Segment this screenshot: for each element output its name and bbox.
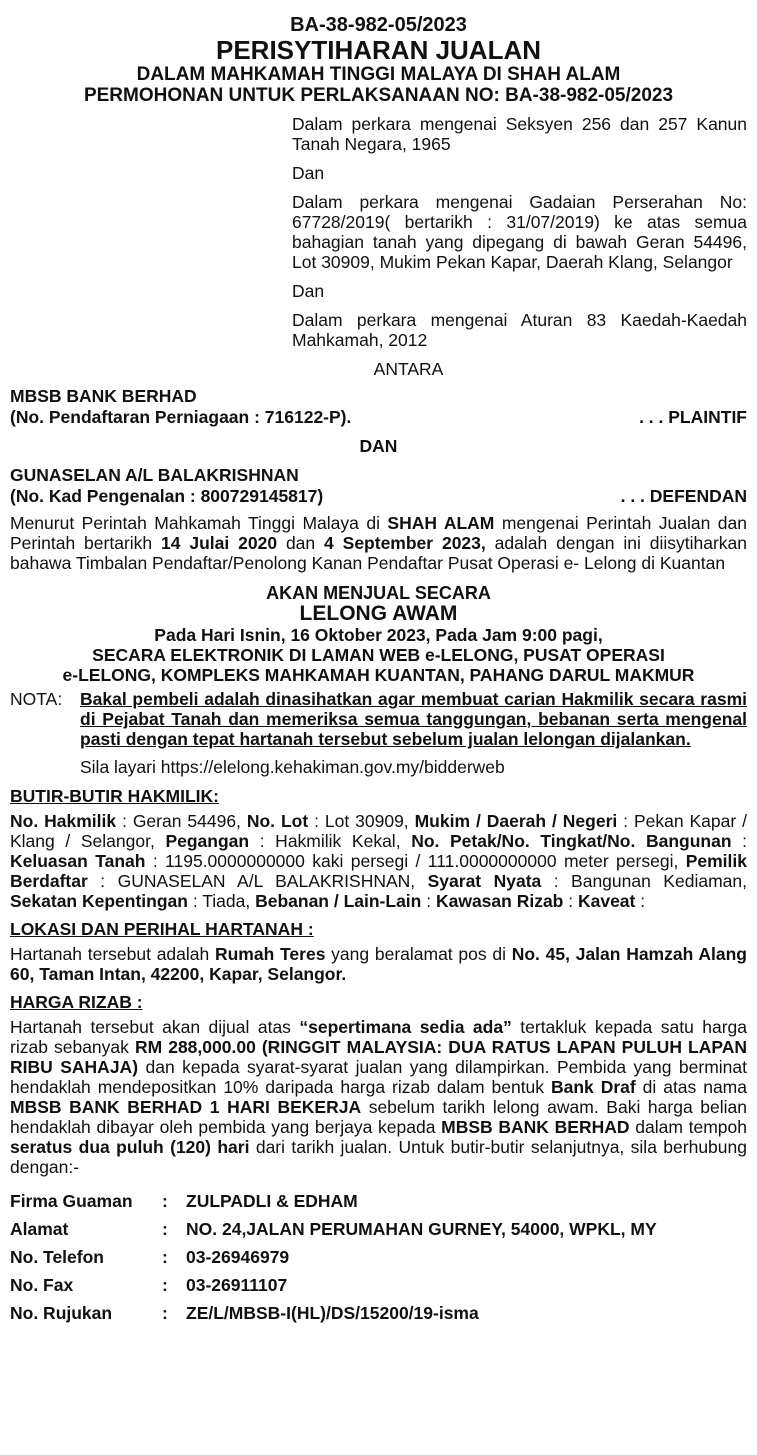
auction-venue-line2: e-LELONG, KOMPLEKS MAHKAMAH KUANTAN, PAHANG DARUL MAKMUR <box>62 665 695 685</box>
clause-charge: Dalam perkara mengenai Gadaian Perserahan No: 67728/2019( bertarikh : 31/07/2019) ke atas semua bahagian tanah yang dipegang di bawah Geran 54496, Lot 30909, Mukim Pekan Kapar, Daerah Klang, Selangor <box>292 192 747 272</box>
court-order-paragraph: Menurut Perintah Mahkamah Tinggi Malaya di SHAH ALAM mengenai Perintah Jualan dan Perintah bertarikh 14 Julai 2020 dan 4 September 2023, adalah dengan ini diisytiharkan bahawa Timbalan Pendaftar/Penolong Kanan Pendaftar Pusat Operasi e- Lelong di Kuantan <box>10 513 747 573</box>
defendant-name: GUNASELAN A/L BALAKRISHNAN <box>10 465 299 485</box>
title-details-heading: BUTIR-BUTIR HAKMILIK: <box>10 786 219 806</box>
auction-heading: AKAN MENJUAL SECARA <box>266 583 491 603</box>
plaintiff-block <box>10 386 747 428</box>
matter-clauses <box>292 114 747 350</box>
contact-row-fax: No. Fax : 03-26911107 <box>10 1274 288 1295</box>
contact-row-law-firm: Firma Guaman : ZULPADLI & EDHAM <box>10 1190 358 1211</box>
auction-notice <box>10 583 747 685</box>
clause-court-rules: Dalam perkara mengenai Aturan 83 Kaedah-Kaedah Mahkamah, 2012 <box>292 310 747 350</box>
defendant-ic: (No. Kad Pengenalan : 800729145817) <box>10 486 324 506</box>
bidder-website-line: Sila layari https://elelong.kehakiman.gov.my/bidderweb <box>80 757 505 777</box>
plaintiff-registration: (No. Pendaftaran Perniagaan : 716122-P). <box>10 407 352 427</box>
case-reference: BA-38-982-05/2023 <box>290 14 467 36</box>
reserve-price-heading: HARGA RIZAB : <box>10 992 143 1012</box>
contact-row-reference: No. Rujukan : ZE/L/MBSB-I(HL)/DS/15200/19-isma <box>10 1302 479 1323</box>
auction-type: LELONG AWAM <box>299 602 458 625</box>
title-details-text: No. Hakmilik : Geran 54496, No. Lot : Lot 30909, Mukim / Daerah / Negeri : Pekan Kapar / Klang / Selangor, Pegangan : Hakmilik Kekal, No. Petak/No. Tingkat/No. Bangunan : Keluasan Tanah : 1195.0000000000 kaki persegi / 111.0000000000 meter persegi, Pemilik Berdaftar : GUNASELAN A/L BALAKRISHNAN, Syarat Nyata : Bangunan Kediaman, Sekatan Kepentingan : Tiada, Bebanan / Lain-Lain : Kawasan Rizab : Kaveat : <box>10 811 747 911</box>
nota-block <box>10 689 747 749</box>
contact-row-address: Alamat : NO. 24,JALAN PERUMAHAN GURNEY, 54000, WPKL, MY <box>10 1218 657 1239</box>
court-name: DALAM MAHKAMAH TINGGI MALAYA DI SHAH ALAM <box>136 64 621 85</box>
header <box>10 14 747 106</box>
between-label: ANTARA <box>373 359 444 379</box>
application-number: PERMOHONAN UNTUK PERLAKSANAAN NO: BA-38-982-05/2023 <box>83 85 674 106</box>
plaintiff-name: MBSB BANK BERHAD <box>10 386 197 406</box>
reserve-price-text: Hartanah tersebut akan dijual atas “sepertimana sedia ada” tertakluk kepada satu harga rizab sebanyak RM 288,000.00 (RINGGIT MALAYSIA: DUA RATUS LAPAN PULUH LAPAN RIBU SAHAJA) dan kepada syarat-syarat jualan yang dilampirkan. Pembida yang berminat hendaklah mendepositkan 10% daripada harga rizab dalam bentuk Bank Draf di atas nama MBSB BANK BERHAD 1 HARI BEKERJA sebelum tarikh lelong awam. Baki harga belian hendaklah dibayar oleh pembida yang berjaya kepada MBSB BANK BERHAD dalam tempoh seratus dua puluh (120) hari dari tarikh jualan. Untuk butir-butir selanjutnya, sila berhubung dengan:- <box>10 1017 748 1177</box>
defendant-block <box>10 465 747 507</box>
clause-and: Dan <box>292 163 325 183</box>
contact-row-phone: No. Telefon : 03-26946979 <box>10 1246 290 1267</box>
location-text: Hartanah tersebut adalah Rumah Teres yang beralamat pos di No. 45, Jalan Hamzah Alang 60, Taman Intan, 42200, Kapar, Selangor. <box>10 944 747 984</box>
and-separator: DAN <box>359 436 398 456</box>
auction-date: Pada Hari Isnin, 16 Oktober 2023, Pada Jam 9:00 pagi, <box>154 625 603 645</box>
document-title: PERISYTIHARAN JUALAN <box>215 35 542 65</box>
clause-land-code: Dalam perkara mengenai Seksyen 256 dan 257 Kanun Tanah Negara, 1965 <box>292 114 747 154</box>
nota-text: Bakal pembeli adalah dinasihatkan agar membuat carian Hakmilik secara rasmi di Pejabat Tanah dan memeriksa semua tanggungan, bebanan serta mengenal pasti dengan tepat hartanah tersebut sebelum jualan lelongan dijalankan. <box>80 689 747 749</box>
location-heading: LOKASI DAN PERIHAL HARTANAH : <box>10 919 314 939</box>
plaintiff-role: . . . PLAINTIF <box>639 407 747 427</box>
defendant-role: . . . DEFENDAN <box>620 486 747 506</box>
clause-and: Dan <box>292 281 325 301</box>
auction-venue-line1: SECARA ELEKTRONIK DI LAMAN WEB e-LELONG, PUSAT OPERASI <box>92 645 665 665</box>
contact-table <box>10 1187 747 1327</box>
nota-label: NOTA: <box>10 689 63 709</box>
